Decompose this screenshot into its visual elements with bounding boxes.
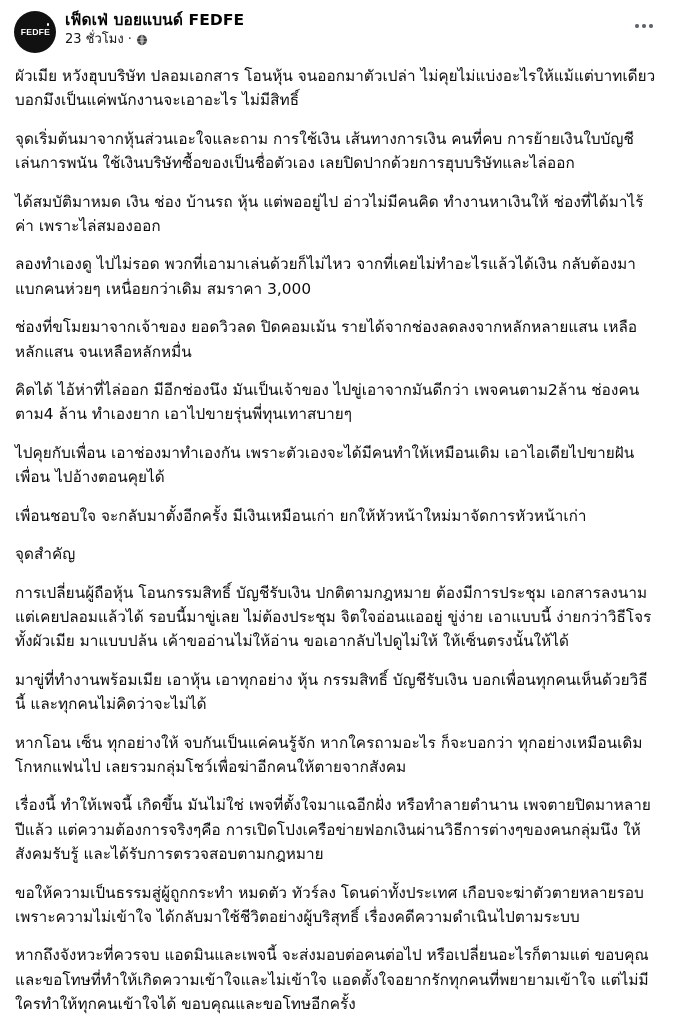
post-body [14,60,659,1017]
post-paragraph: การเปลี่ยนผู้ถือหุ้น โอนกรรมสิทธิ์ บัญชีรับเงิน ปกติตามกฎหมาย ต้องมีการประชุม เอกสารลงนาม แต่เคยปลอมแล้วได้ รอบนี้มาขู่เลย ไม่ต้องประชุม จิตใจอ่อนแออยู่ ขู่ง่าย เอาแบบนี้ ง่ายกว่าวิธีโจรทั้งผัวเมีย มาแบบปล้น เค้าขออ่านไม่ให้อ่าน ขอเอากลับไปดูไม่ให้ ให้เซ็นตรงนั้นให้ได้ [15,583,652,651]
ellipsis-dot [642,24,646,28]
post-paragraph: จุดสำคัญ [15,545,76,564]
post-header [14,8,659,60]
avatar-label: FEDFE [20,27,50,37]
avatar[interactable] [14,11,56,53]
post-paragraph: ลองทำเองดู ไปไม่รอด พวกที่เอามาเล่นด้วยก็ไม่ไหว จากที่เคยไม่ทำอะไรแล้วได้เงิน กลับต้องมาแบกคนห่วยๆ เหนื่อยกว่าเดิม สมราคา 3,000 [15,255,636,298]
post-paragraph: ไปคุยกับเพื่อน เอาช่องมาทำเองกัน เพราะตัวเองจะได้มีคนทำให้เหมือนเดิม เอาไอเดียไปขายฝันเพื่อน ไปอ้างตอนคุยได้ [15,443,635,487]
post-paragraph: ได้สมบัติมาหมด เงิน ช่อง บ้านรถ หุ้น แต่พออยู่ไป อ่าวไม่มีคนคิด ทำงานหาเงินให้ ช่องที่ได้มาไร้ค่า เพราะไล่สมองออก [15,192,644,236]
post-paragraph: เรื่องนี้ ทำให้เพจนี้ เกิดขึ้น มันไม่ใช่ เพจที่ตั้งใจมาแฉอีกฝั่ง หรือทำลายตำนาน เพจตายปิดมาหลายปีแล้ว แต่ความต้องการจริงๆคือ การเปิดโปงเครือข่ายฟอกเงินผ่านวิธีการต่างๆของคนกลุ่มนึง ให้สังคมรับรู้ และได้รับการตรวจสอบตามกฎหมาย [15,796,651,864]
avatar-accent-dot [47,23,50,26]
post-paragraph: มาขู่ที่ทำงานพร้อมเมีย เอาหุ้น เอาทุกอย่าง หุ้น กรรมสิทธิ์ บัญชีรับเงิน บอกเพื่อนทุกคนเห็นด้วยวิธีนี้ และทุกคนไม่คิดว่าจะไม่ได้ [15,670,648,714]
post-timestamp[interactable]: 23 ชั่วโมง [65,32,124,47]
post-meta [65,32,244,48]
ellipsis-dot [649,24,653,28]
post-paragraph: ขอให้ความเป็นธรรมสู่ผู้ถูกกระทำ หมดตัว ทัวร์ลง โดนด่าทั้งประเทศ เกือบจะฆ่าตัวตายหลายรอบ เพราะความไม่เข้าใจ ได้กลับมาใช้ชีวิตอย่างผู้บริสุทธิ์ เรื่องคดีความดำเนินไปตามระบบ [15,883,644,926]
post-paragraph: ผัวเมีย หวังฮุบบริษัท ปลอมเอกสาร โอนหุ้น จนออกมาตัวเปล่า ไม่คุยไม่แบ่งอะไรให้แม้แต่บาทเดียว บอกมึงเป็นแค่พนักงานจะเอาอะไร ไม่มีสิทธิ์ [15,67,656,110]
post-options-button[interactable] [629,16,659,36]
post-paragraph: หากถึงจังหวะที่ควรจบ แอดมินและเพจนี้ จะส่งมอบต่อคนต่อไป หรือเปลี่ยนอะไรก็ตามแต่ ขอบคุณและขอโทษที่ทำให้เกิดความเข้าใจและไม่เข้าใจ แอดตั้งใจอยากรักทุกคนที่พยายามเข้าใจ แต่ไม่มีใครทำให้ทุกคนเข้าใจได้ ขอบคุณและขอโทษอีกครั้ง [15,946,649,1014]
post-paragraph: ช่องที่ขโมยมาจากเจ้าของ ยอดวิวลด ปิดคอมเม้น รายได้จากช่องลดลงจากหลักหลายแสน เหลือหลักแสน จนเหลือหลักหมื่น [15,318,638,361]
meta-separator: · [127,32,132,47]
page-name[interactable]: เฟ็ดเฟ่ บอยแบนด์ FEDFE [65,11,245,29]
post-paragraph: จุดเริ่มต้นมาจากหุ้นส่วนเอะใจและถาม การใช้เงิน เส้นทางการเงิน คนที่คบ การย้ายเงินใบบัญชี เล่นการพนัน ใช้เงินบริษัทซื้อของเป็นชื่อตัวเอง เลยปิดปากด้วยการฮุบบริษัทและไล่ออก [15,129,634,173]
post-paragraph: คิดได้ ไอ้ห่าที่ไล่ออก มีอีกช่องนึง มันเป็นเจ้าของ ไปขู่เอาจากมันดีกว่า เพจคนตาม2ล้าน ช่องคนตาม4 ล้าน ทำเองยาก เอาไปขายรุ่นพี่ทุนเทาสบายๆ [15,381,640,424]
ellipsis-dot [635,24,639,28]
globe-icon[interactable] [136,34,148,46]
post-author-block [65,10,244,48]
post-paragraph: หากโอน เซ็น ทุกอย่างให้ จบกันเป็นแค่คนรู้จัก หากใครถามอะไร ก็จะบอกว่า ทุกอย่างเหมือนเดิมโกหกแฟนไป เลยรวมกลุ่มโชว์เพื่อฆ่าอีกคนให้ตายจากสังคม [15,733,643,776]
post-paragraph: เพื่อนชอบใจ จะกลับมาตั้งอีกครั้ง มีเงินเหมือนเก่า ยกให้หัวหน้าใหม่มาจัดการหัวหน้าเก่า [15,506,587,525]
